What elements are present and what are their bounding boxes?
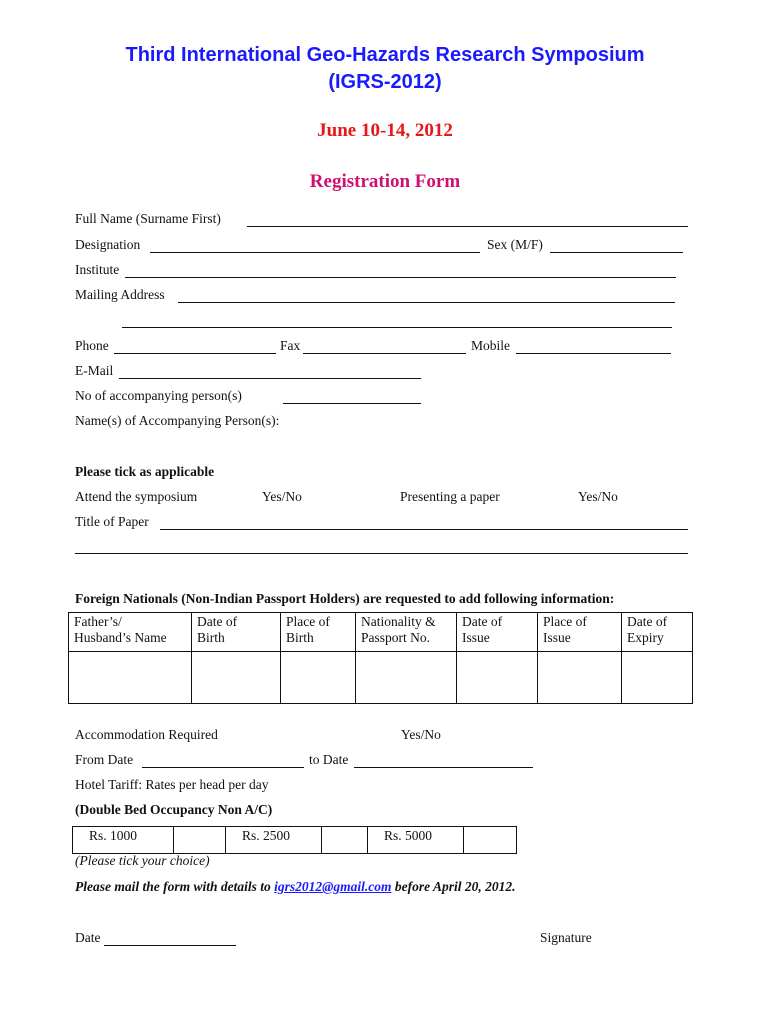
cell-expiry[interactable] [622,652,693,704]
sex-field[interactable] [550,252,683,253]
paper-title-label: Title of Paper [75,514,149,529]
fax-label: Fax [280,338,301,353]
phone-field[interactable] [114,353,276,354]
tariff-label: Hotel Tariff: Rates per head per day [75,777,269,792]
cell-date-issue[interactable] [457,652,538,704]
full-name-field[interactable] [247,226,688,227]
mail-prefix: Please mail the form with details to [75,879,275,894]
table-row [69,652,693,704]
foreign-heading: Foreign Nationals (Non-Indian Passport Holders) are requested to add following information: [75,591,615,606]
designation-field[interactable] [150,252,480,253]
occupancy-label: (Double Bed Occupancy Non A/C) [75,802,273,817]
symposium-acronym: (IGRS-2012) [328,71,442,93]
table-header-row [69,613,693,652]
column-header-name: Father’s/ Husband’s Name [69,613,192,652]
signature-label: Signature [540,930,592,945]
email-link[interactable]: igrs2012@gmail.com [274,879,392,894]
attend-yes-no[interactable]: Yes/No [262,489,302,504]
column-header-dob: Date of Birth [192,613,281,652]
sex-label: Sex (M/F) [487,237,543,252]
accommodation-label: Accommodation Required [75,727,218,742]
mail-suffix: before April 20, 2012. [391,879,516,894]
tariff-table [72,826,517,854]
paper-title-field-1[interactable] [160,529,688,530]
column-header-pob: Place of Birth [281,613,356,652]
symposium-title: Third International Geo-Hazards Research Symposium [125,44,645,66]
email-label: E-Mail [75,363,114,378]
full-name-label: Full Name (Surname First) [75,211,221,226]
mobile-label: Mobile [471,338,510,353]
cell-place-issue[interactable] [538,652,622,704]
mobile-field[interactable] [516,353,671,354]
accompanying-count-label: No of accompanying person(s) [75,388,242,403]
to-date-label: to Date [309,752,349,767]
symposium-dates: June 10-14, 2012 [317,120,453,141]
table-row [73,827,517,854]
email-field[interactable] [119,378,421,379]
to-date-field[interactable] [354,767,533,768]
presenting-yes-no[interactable]: Yes/No [578,489,618,504]
rate-5000-label: Rs. 5000 [368,827,464,854]
form-title: Registration Form [309,171,461,192]
designation-label: Designation [75,237,141,252]
institute-label: Institute [75,262,120,277]
mailing-address-field-1[interactable] [178,302,675,303]
tick-heading: Please tick as applicable [75,464,215,479]
accompanying-names-label: Name(s) of Accompanying Person(s): [75,413,280,428]
accommodation-yes-no[interactable]: Yes/No [401,727,441,742]
column-header-place-issue: Place of Issue [538,613,622,652]
phone-label: Phone [75,338,109,353]
from-date-field[interactable] [142,767,304,768]
foreign-info-table [68,612,693,704]
column-header-expiry: Date of Expiry [622,613,693,652]
date-label: Date [75,930,101,945]
cell-pob[interactable] [281,652,356,704]
rate-2500-checkbox[interactable] [322,827,368,854]
date-field[interactable] [104,945,236,946]
mailing-address-label: Mailing Address [75,287,165,302]
rate-1000-checkbox[interactable] [174,827,226,854]
institute-field[interactable] [125,277,676,278]
cell-name[interactable] [69,652,192,704]
mailing-address-field-2[interactable] [122,327,672,328]
attend-label: Attend the symposium [75,489,198,504]
presenting-label: Presenting a paper [400,489,500,504]
paper-title-field-2[interactable] [75,553,688,554]
accompanying-count-field[interactable] [283,403,421,404]
from-date-label: From Date [75,752,134,767]
column-header-nationality: Nationality & Passport No. [356,613,457,652]
rate-1000-label: Rs. 1000 [73,827,174,854]
cell-dob[interactable] [192,652,281,704]
cell-nationality[interactable] [356,652,457,704]
fax-field[interactable] [303,353,466,354]
rate-2500-label: Rs. 2500 [226,827,322,854]
rate-5000-checkbox[interactable] [464,827,517,854]
column-header-date-issue: Date of Issue [457,613,538,652]
tick-choice-note: (Please tick your choice) [75,853,210,868]
mail-instruction [75,879,516,895]
